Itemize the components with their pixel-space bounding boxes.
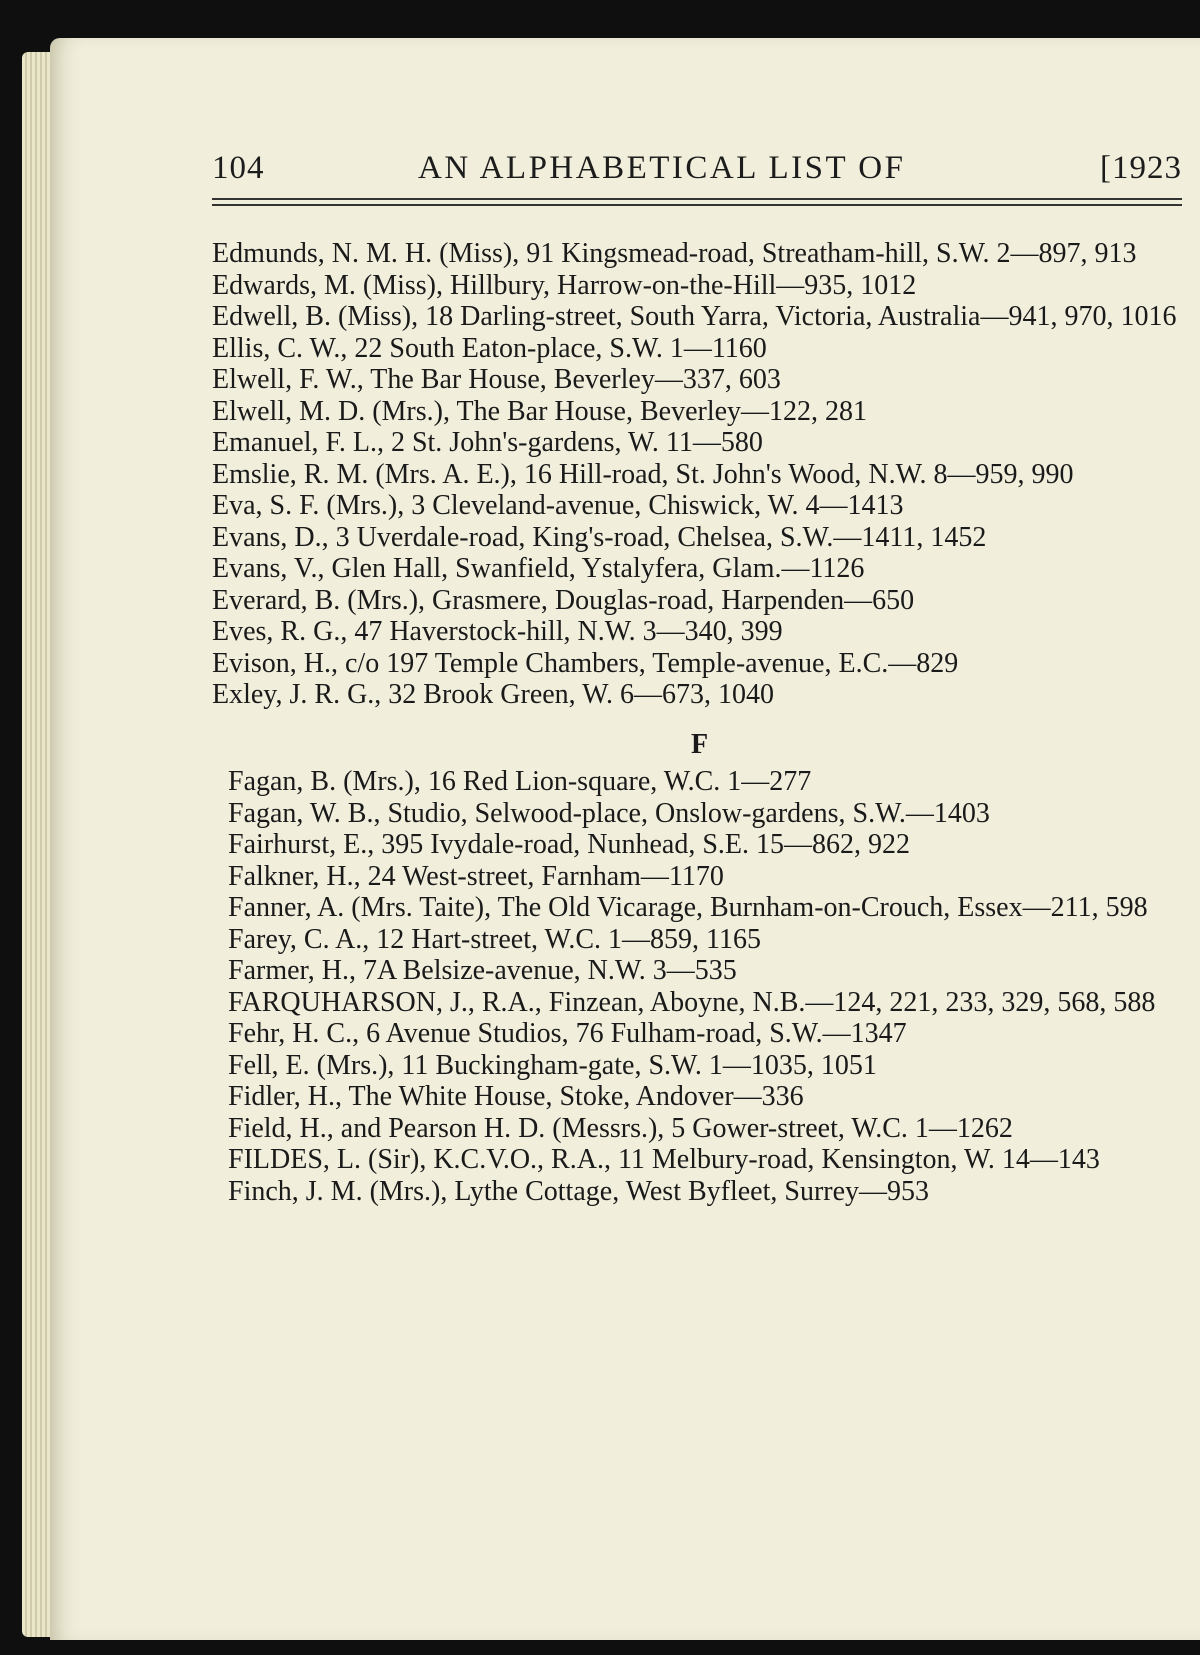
- header-double-rule: [212, 198, 1182, 206]
- list-entry: Field, H., and Pearson H. D. (Messrs.), 5 Gower-street, W.C. 1—1262: [228, 1112, 1013, 1144]
- list-entry: Evans, V., Glen Hall, Swanfield, Ystalyfera, Glam.—1126: [212, 553, 865, 584]
- list-entry: Fairhurst, E., 395 Ivydale-road, Nunhead, S.E. 15—862, 922: [228, 829, 910, 860]
- list-entry: Evans, D., 3 Uverdale-road, King's-road, Chelsea, S.W.—1411, 1452: [212, 521, 987, 553]
- list-entry: Fagan, W. B., Studio, Selwood-place, Onslow-gardens, S.W.—1403: [228, 797, 990, 829]
- list-entry: Falkner, H., 24 West-street, Farnham—1170: [228, 860, 724, 892]
- list-entry: Edmunds, N. M. H. (Miss), 91 Kingsmead-road, Streatham-hill, S.W. 2—897, 913: [212, 238, 1137, 269]
- list-entry: Emanuel, F. L., 2 St. John's-gardens, W. 11—580: [212, 427, 763, 458]
- list-entry: Elwell, M. D. (Mrs.), The Bar House, Beverley—122, 281: [212, 395, 868, 427]
- list-entry: Fanner, A. (Mrs. Taite), The Old Vicarage, Burnham-on-Crouch, Essex—211, 598: [228, 892, 1148, 923]
- list-entry: Fehr, H. C., 6 Avenue Studios, 76 Fulham-road, S.W.—1347: [228, 1018, 907, 1049]
- page-number: 104: [212, 150, 265, 186]
- page-title: AN ALPHABETICAL LIST OF: [418, 150, 906, 186]
- list-entry: FARQUHARSON, J., R.A., Finzean, Aboyne, N.B.—124, 221, 233, 329, 568, 588: [228, 986, 1156, 1018]
- list-entry: Fidler, H., The White House, Stoke, Andover—336: [228, 1081, 804, 1112]
- list-entry: Eves, R. G., 47 Haverstock-hill, N.W. 3—340, 399: [212, 616, 783, 647]
- list-entry: Finch, J. M. (Mrs.), Lythe Cottage, West Byfleet, Surrey—953: [228, 1175, 930, 1207]
- section-heading-f: F: [690, 728, 709, 760]
- list-entry: Elwell, F. W., The Bar House, Beverley—337, 603: [212, 364, 781, 395]
- list-entry: Farey, C. A., 12 Hart-street, W.C. 1—859, 1165: [228, 923, 761, 955]
- list-entry: Farmer, H., 7A Belsize-avenue, N.W. 3—535: [228, 955, 737, 986]
- section-e-entries: [212, 238, 1187, 711]
- list-entry: Fagan, B. (Mrs.), 16 Red Lion-square, W.C. 1—277: [228, 766, 812, 797]
- list-entry: Everard, B. (Mrs.), Grasmere, Douglas-road, Harpenden—650: [212, 584, 915, 616]
- list-entry: Evison, H., c/o 197 Temple Chambers, Temple-avenue, E.C.—829: [212, 647, 959, 679]
- list-entry: Emslie, R. M. (Mrs. A. E.), 16 Hill-road, St. John's Wood, N.W. 8—959, 990: [212, 458, 1074, 490]
- list-entry: Edwards, M. (Miss), Hillbury, Harrow-on-the-Hill—935, 1012: [212, 269, 917, 301]
- header-year: [1923: [1100, 150, 1182, 186]
- running-header: [212, 150, 1200, 190]
- list-entry: Edwell, B. (Miss), 18 Darling-street, South Yarra, Victoria, Australia—941, 970, 1016: [212, 301, 1177, 332]
- list-entry: Ellis, C. W., 22 South Eaton-place, S.W. 1—1160: [212, 332, 767, 364]
- list-entry: Fell, E. (Mrs.), 11 Buckingham-gate, S.W. 1—1035, 1051: [228, 1049, 877, 1081]
- list-entry: Eva, S. F. (Mrs.), 3 Cleveland-avenue, Chiswick, W. 4—1413: [212, 490, 904, 521]
- directory-list: [212, 238, 1187, 1207]
- section-f-entries: [212, 766, 1187, 1207]
- list-entry: FILDES, L. (Sir), K.C.V.O., R.A., 11 Melbury-road, Kensington, W. 14—143: [228, 1144, 1100, 1175]
- list-entry: Exley, J. R. G., 32 Brook Green, W. 6—673, 1040: [212, 679, 775, 710]
